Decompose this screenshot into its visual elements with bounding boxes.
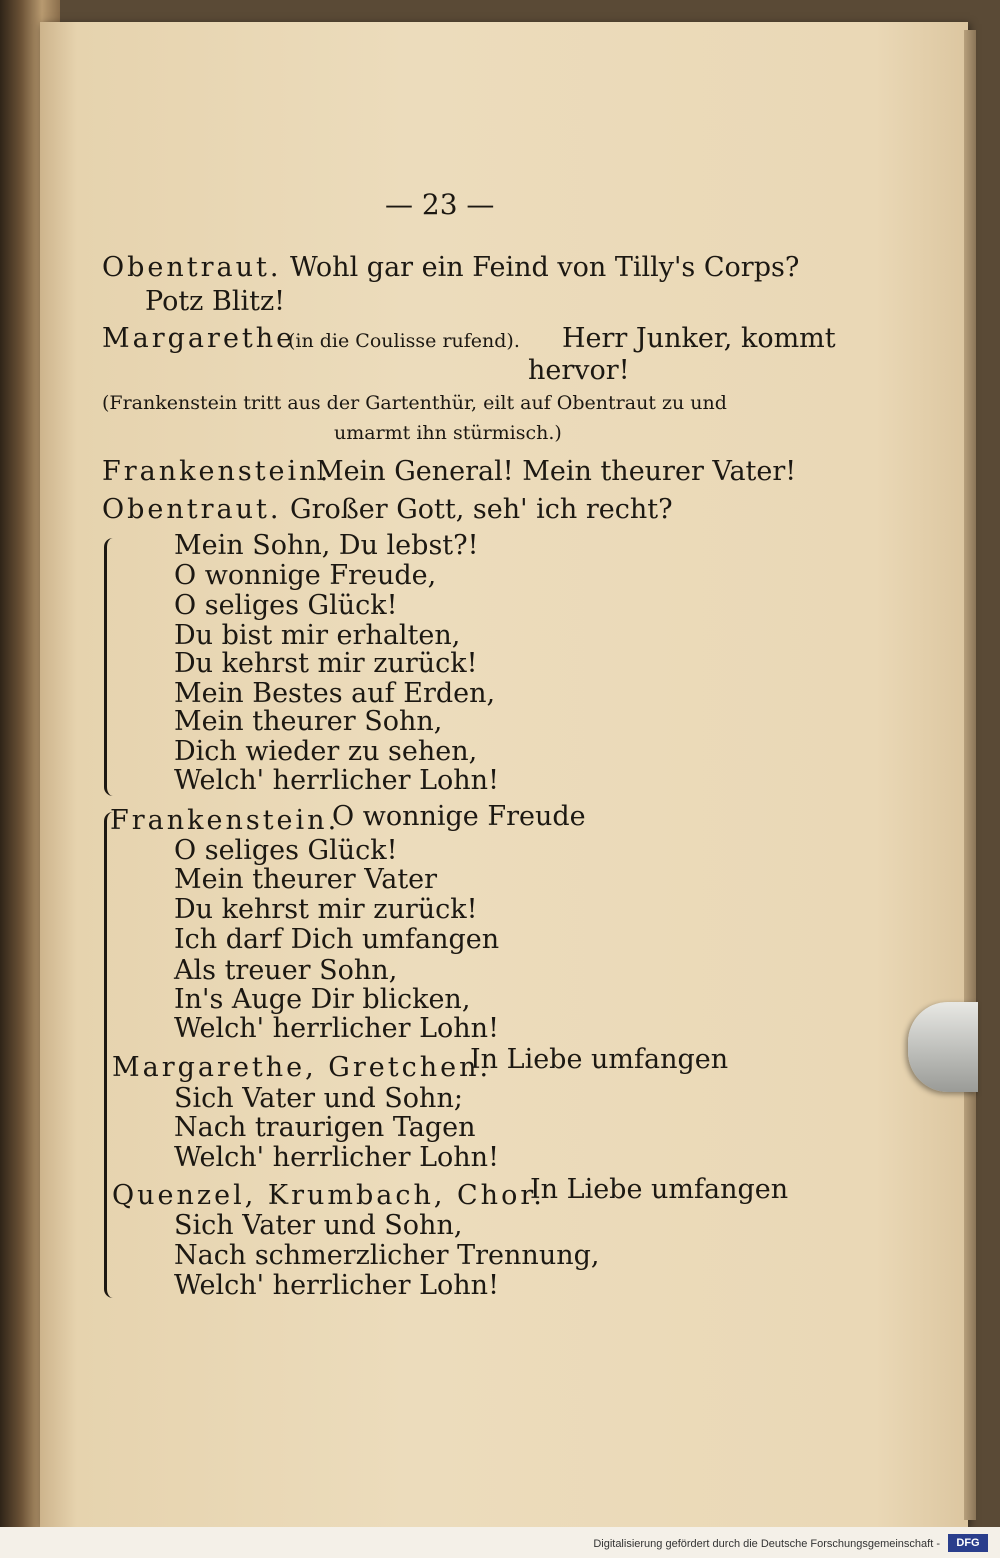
digitization-credit: Digitalisierung gefördert durch die Deutsche Forschungsgemeinschaft - xyxy=(593,1538,940,1550)
verse-line: Mein General! Mein theurer Vater! xyxy=(316,456,797,487)
verse-line: Dich wieder zu sehen, xyxy=(174,736,478,767)
speaker: Frankenstein. xyxy=(102,456,332,487)
speaker: Obentraut. xyxy=(102,494,282,525)
stage-direction: (Frankenstein tritt aus der Gartenthür, eilt auf Obentraut zu und xyxy=(102,392,727,414)
verse-line: Wohl gar ein Feind von Tilly's Corps? xyxy=(290,252,800,283)
verse-line: Mein Bestes auf Erden, xyxy=(174,678,496,709)
speaker: Quenzel, Krumbach, Chor. xyxy=(112,1180,545,1211)
verse-line: Du kehrst mir zurück! xyxy=(174,894,478,925)
verse-line: O wonnige Freude, xyxy=(174,560,437,591)
verse-line: O wonnige Freude xyxy=(332,801,586,832)
verse-line: Als treuer Sohn, xyxy=(174,955,398,986)
page-clip xyxy=(908,1002,978,1092)
speaker: Frankenstein. xyxy=(110,805,340,836)
verse-line: hervor! xyxy=(528,355,630,386)
verse-line: O seliges Glück! xyxy=(174,590,398,621)
page-edge xyxy=(964,30,976,1520)
verse-line: Ich darf Dich umfangen xyxy=(174,924,500,955)
verse-line: Welch' herrlicher Lohn! xyxy=(174,1142,499,1173)
verse-line: In Liebe umfangen xyxy=(470,1044,729,1075)
stage-direction: (in die Coulisse rufend). xyxy=(288,330,520,352)
speaker: Margarethe, Gretchen. xyxy=(112,1052,492,1083)
verse-line: Mein Sohn, Du lebst?! xyxy=(174,530,479,561)
verse-line: O seliges Glück! xyxy=(174,835,398,866)
page-number: — 23 — xyxy=(385,188,495,221)
speaker: Obentraut. xyxy=(102,252,282,283)
verse-line: In Liebe umfangen xyxy=(530,1174,789,1205)
verse-line: Mein theurer Vater xyxy=(174,864,438,895)
speaker: Margarethe xyxy=(102,323,296,354)
verse-line: In's Auge Dir blicken, xyxy=(174,984,471,1015)
verse-line: Nach schmerzlicher Trennung, xyxy=(174,1240,600,1271)
verse-line: Großer Gott, seh' ich recht? xyxy=(290,494,673,525)
verse-line: Potz Blitz! xyxy=(145,286,286,317)
verse-line: Du kehrst mir zurück! xyxy=(174,648,478,679)
stage-direction: umarmt ihn stürmisch.) xyxy=(334,422,562,444)
dfg-logo: DFG xyxy=(948,1534,988,1552)
verse-line: Herr Junker, kommt xyxy=(562,323,836,354)
verse-line: Welch' herrlicher Lohn! xyxy=(174,765,499,796)
verse-line: Sich Vater und Sohn, xyxy=(174,1210,463,1241)
verse-line: Welch' herrlicher Lohn! xyxy=(174,1013,499,1044)
verse-line: Mein theurer Sohn, xyxy=(174,706,443,737)
verse-line: Sich Vater und Sohn; xyxy=(174,1083,463,1114)
verse-line: Du bist mir erhalten, xyxy=(174,620,461,651)
verse-line: Welch' herrlicher Lohn! xyxy=(174,1270,499,1301)
bracket xyxy=(104,538,113,796)
verse-line: Nach traurigen Tagen xyxy=(174,1112,476,1143)
